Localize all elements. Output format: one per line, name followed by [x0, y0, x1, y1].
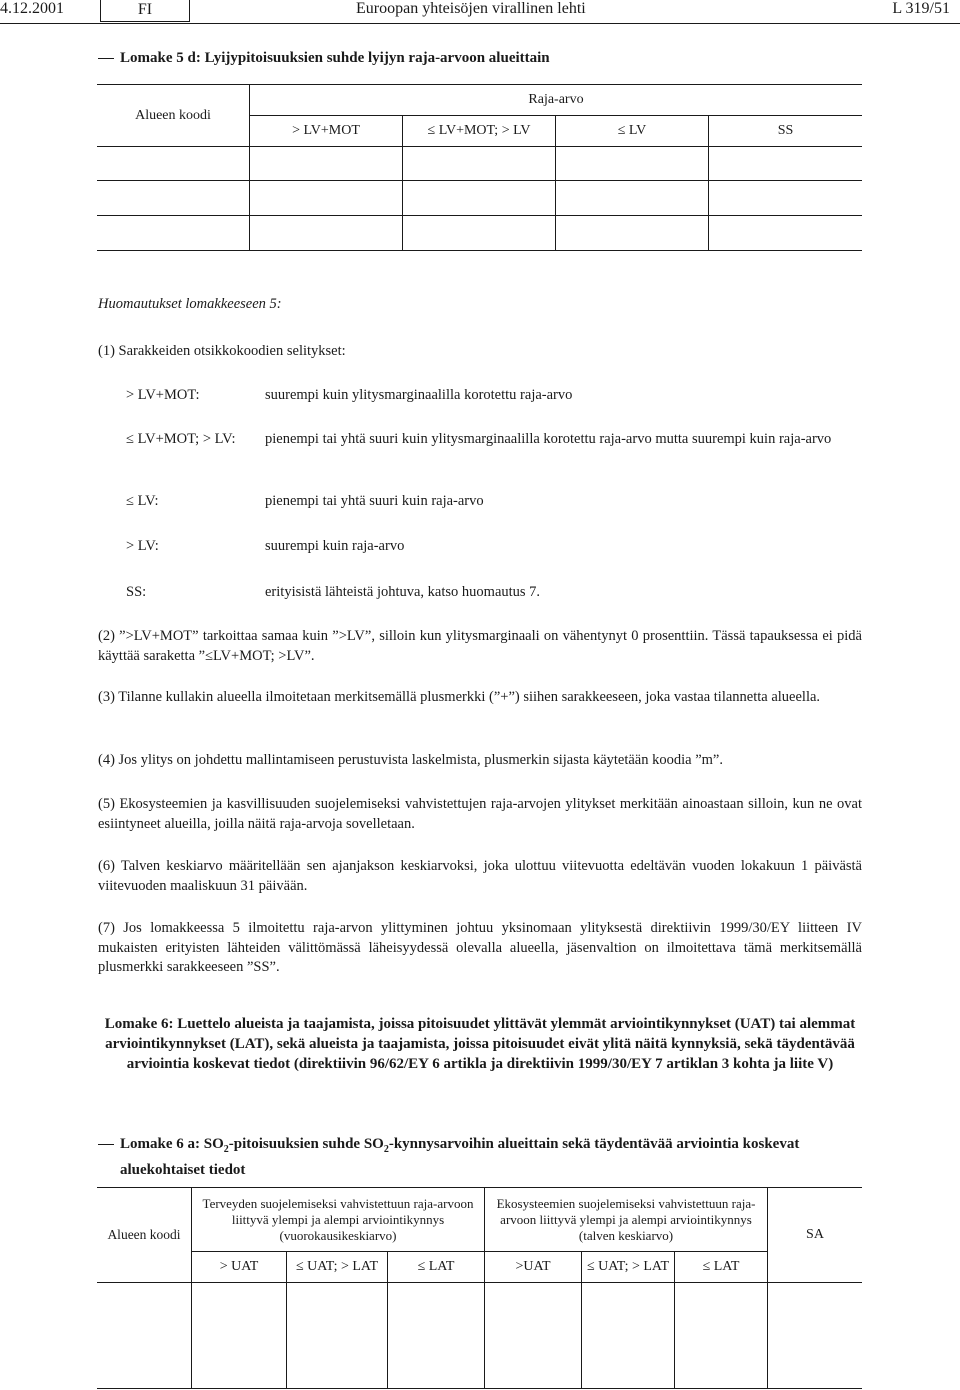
health-threshold-header: Terveyden suojelemiseksi vahvistettuun raja-arvoon liittyvä ylempi ja alempi arviointikynnys (vuorokausikeskiarvo) — [192, 1188, 485, 1252]
form-6-title: Lomake 6: Luettelo alueista ja taajamista, joissa pitoisuudet ylittävät ylemmät arviointikynnykset (UAT) tai alemmat arviointikynnykset (LAT), sekä alueista ja taajamista, joissa pitoisuudet eivät ylitä näitä kynnyksiä, sekä täydentävää arviointia koskevat tiedot (direktiivin 96/62/EY 6 artikla ja direktiivin 1999/30/EY 7 artiklan 3 kohta ja liite V) — [104, 1016, 856, 1072]
page-number: L 319/51 — [892, 0, 950, 17]
column-header-lv-mot: > LV+MOT — [250, 116, 403, 147]
definition-text: pienempi tai yhtä suuri kuin raja-arvo — [265, 493, 484, 509]
table-cell[interactable] — [403, 147, 556, 181]
journal-title: Euroopan yhteisöjen virallinen lehti — [356, 0, 586, 17]
column-header-uat-lat: ≤ UAT; > LAT — [582, 1252, 675, 1283]
table-cell[interactable] — [582, 1283, 675, 1389]
table-cell[interactable] — [97, 181, 250, 216]
column-header-uat-lat: ≤ UAT; > LAT — [287, 1252, 388, 1283]
definition-text: suurempi kuin ylitysmarginaalilla korotettu raja-arvo — [265, 387, 573, 403]
column-header-lat: ≤ LAT — [388, 1252, 485, 1283]
table-cell[interactable] — [556, 216, 709, 251]
notes-heading: Huomautukset lomakkeeseen 5: — [98, 296, 282, 312]
table-cell[interactable] — [709, 147, 863, 181]
sa-header: SA — [768, 1188, 863, 1283]
column-header-lat: ≤ LAT — [675, 1252, 768, 1283]
definition-code: ≤ LV: — [126, 493, 159, 509]
column-header-lv-mot-lv: ≤ LV+MOT; > LV — [403, 116, 556, 147]
table-cell[interactable] — [287, 1283, 388, 1389]
limit-value-header: Raja-arvo — [250, 85, 863, 116]
note-1: (1) Sarakkeiden otsikkokoodien selitykset: — [98, 343, 346, 359]
table-cell[interactable] — [556, 181, 709, 216]
table-cell[interactable] — [250, 181, 403, 216]
definition-text: erityisistä lähteistä johtuva, katso huomautus 7. — [265, 584, 541, 600]
table-cell[interactable] — [485, 1283, 582, 1389]
form-6a-table — [97, 1187, 862, 1389]
column-header-lv: ≤ LV — [556, 116, 709, 147]
definition-code: ≤ LV+MOT; > LV: — [126, 431, 236, 447]
table-cell[interactable] — [250, 147, 403, 181]
form-5d-table — [97, 84, 862, 251]
table-cell[interactable] — [192, 1283, 287, 1389]
table-cell[interactable] — [250, 216, 403, 251]
table-cell[interactable] — [709, 216, 863, 251]
column-header-uat: >UAT — [485, 1252, 582, 1283]
note-3: (3) Tilanne kullakin alueella ilmoitetaan merkitsemällä plusmerkki (”+”) siihen sarakkeeseen, joka vastaa tilannetta alueella. — [98, 689, 821, 705]
definition-code: SS: — [126, 584, 147, 600]
definition-code: > LV: — [126, 538, 159, 554]
table-cell[interactable] — [97, 216, 250, 251]
table-cell[interactable] — [388, 1283, 485, 1389]
table-cell[interactable] — [556, 147, 709, 181]
table-cell[interactable] — [97, 147, 250, 181]
table-cell[interactable] — [97, 1283, 192, 1389]
page-header — [0, 0, 960, 22]
publication-date: 4.12.2001 — [0, 0, 64, 17]
header-rule — [0, 23, 960, 24]
note-5: (5) Ekosysteemien ja kasvillisuuden suojelemiseksi vahvistettujen raja-arvojen ylitykset merkitään ainoastaan silloin, kun ne ovat esiintyneet alueilla, joilla näitä raja-arvoja sovelletaan. — [98, 796, 862, 832]
form-5d-title: Lomake 5 d: Lyijypitoisuuksien suhde lyijyn raja-arvoon alueittain — [98, 50, 550, 67]
table-cell[interactable] — [403, 181, 556, 216]
definition-text: suurempi kuin raja-arvo — [265, 538, 405, 554]
definition-code: > LV+MOT: — [126, 387, 200, 403]
table-cell[interactable] — [768, 1283, 863, 1389]
note-7: (7) Jos lomakkeessa 5 ilmoitettu raja-arvon ylittyminen johtuu yksinomaan ylityksestä direktiivin 1999/30/EY liitteen IV mukaisten erityisten lähteiden välittömässä läheisyydessä olevalla alueella, jäsenvaltion on ilmoitettava tämä merkitsemällä plusmerkki sarakkeeseen ”SS”. — [98, 920, 862, 975]
language-code: FI — [100, 0, 190, 22]
table-cell[interactable] — [675, 1283, 768, 1389]
note-4: (4) Jos ylitys on johdettu mallintamiseen perustuvista laskelmista, plusmerkin sijasta käytetään koodia ”m”. — [98, 752, 723, 768]
form-6a-title: Lomake 6 a: $SO_2$-pitoisuuksien suhde $SO_2$-kynnysarvoihin alueittain sekä täydentävää arviointia koskevat aluekohtaiset tiedot — [98, 1134, 862, 1180]
note-6: (6) Talven keskiarvo määritellään sen ajanjakson keskiarvoksi, joka ulottuu viitevuotta edeltävän vuoden lokakuun 1 päivästä viitevuoden maaliskuun 31 päivään. — [98, 858, 862, 894]
area-code-header: Alueen koodi — [97, 1188, 192, 1283]
table-cell[interactable] — [403, 216, 556, 251]
table-cell[interactable] — [709, 181, 863, 216]
column-header-uat: > UAT — [192, 1252, 287, 1283]
definition-text: pienempi tai yhtä suuri kuin ylitysmarginaalilla korotettu raja-arvo mutta suurempi kuin raja-arvo — [265, 431, 832, 447]
ecosystem-threshold-header: Ekosysteemien suojelemiseksi vahvistettuun raja-arvoon liittyvä ylempi ja alempi arviointikynnys (talven keskiarvo) — [485, 1188, 768, 1252]
note-2: (2) ”>LV+MOT” tarkoittaa samaa kuin ”>LV”, silloin kun ylitysmarginaali on vähentynyt 0 prosenttiin. Tässä tapauksessa ei pidä käyttää saraketta ”≤LV+MOT; >LV”. — [98, 628, 862, 664]
column-header-ss: SS — [709, 116, 863, 147]
area-code-header: Alueen koodi — [97, 85, 250, 147]
